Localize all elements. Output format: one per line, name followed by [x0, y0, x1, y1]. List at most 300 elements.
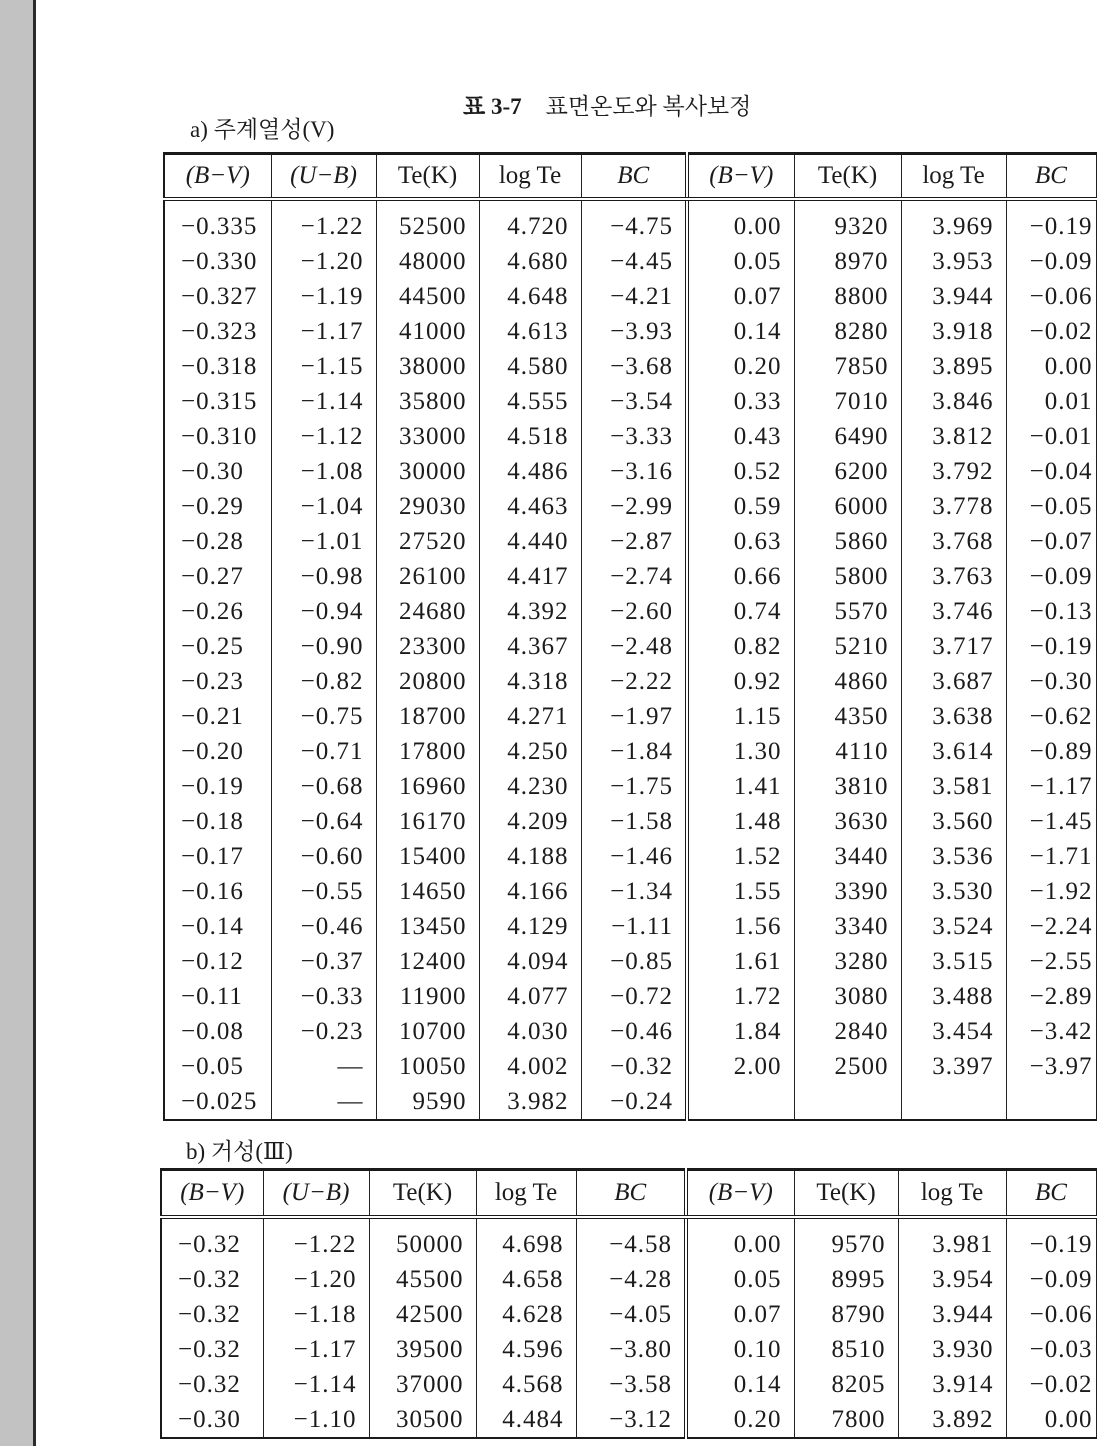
- log-te-cell-right: 3.792: [901, 454, 1006, 489]
- te-cell: 24680: [376, 594, 479, 629]
- te-cell-right: [794, 1084, 901, 1120]
- b-v-cell-right: 0.82: [687, 629, 794, 664]
- table-row: [164, 909, 1096, 944]
- bc-cell-right: −1.92: [1006, 874, 1096, 909]
- b-v-cell: −0.14: [164, 909, 271, 944]
- main-sequence-caption: a) 주계열성(V): [190, 117, 335, 142]
- b-v-cell: −0.16: [164, 874, 271, 909]
- b-v-cell: −0.323: [164, 314, 271, 349]
- log-te-cell-right: 3.454: [901, 1014, 1006, 1049]
- bc-cell: −2.87: [581, 524, 687, 559]
- b-v-cell-right: 0.92: [687, 664, 794, 699]
- te-cell: 35800: [376, 384, 479, 419]
- u-b-cell: −0.46: [271, 909, 376, 944]
- te-cell-right: 8280: [794, 314, 901, 349]
- te-cell: 10700: [376, 1014, 479, 1049]
- bc-cell: −1.97: [581, 699, 687, 734]
- te-cell: 52500: [376, 199, 479, 244]
- b-v-cell: −0.27: [164, 559, 271, 594]
- log-te-cell-right: 3.969: [901, 199, 1006, 244]
- header-te: Te(K): [369, 1170, 476, 1218]
- te-cell-right: 2500: [794, 1049, 901, 1084]
- te-cell: 18700: [376, 699, 479, 734]
- te-cell-right: 3280: [794, 944, 901, 979]
- giant-caption: b) 거성(Ⅲ): [186, 1139, 293, 1164]
- bc-cell-right: −0.04: [1006, 454, 1096, 489]
- b-v-cell-right: 0.05: [687, 244, 794, 279]
- header-row: [161, 1170, 1096, 1218]
- te-cell-right: 5800: [794, 559, 901, 594]
- bc-cell-right: −0.13: [1006, 594, 1096, 629]
- log-te-cell: 4.094: [479, 944, 581, 979]
- u-b-cell: −0.64: [271, 804, 376, 839]
- log-te-cell: 4.720: [479, 199, 581, 244]
- header-b-v: (B−V): [161, 1170, 263, 1218]
- b-v-cell: −0.11: [164, 979, 271, 1014]
- b-v-cell: −0.23: [164, 664, 271, 699]
- bc-cell: −3.16: [581, 454, 687, 489]
- b-v-cell: −0.32: [161, 1217, 263, 1262]
- te-cell: 29030: [376, 489, 479, 524]
- bc-cell: −2.60: [581, 594, 687, 629]
- te-cell: 33000: [376, 419, 479, 454]
- bc-cell: −3.54: [581, 384, 687, 419]
- log-te-cell: 4.568: [476, 1367, 576, 1402]
- b-v-cell-right: 0.00: [687, 199, 794, 244]
- u-b-cell: −1.12: [271, 419, 376, 454]
- bc-cell-right: −0.07: [1006, 524, 1096, 559]
- log-te-cell: 4.628: [476, 1297, 576, 1332]
- table-row: [164, 559, 1096, 594]
- te-cell-right: 5860: [794, 524, 901, 559]
- table-row: [164, 804, 1096, 839]
- b-v-cell-right: 0.33: [687, 384, 794, 419]
- bc-cell: −1.58: [581, 804, 687, 839]
- u-b-cell: −1.22: [271, 199, 376, 244]
- log-te-cell-right: 3.953: [901, 244, 1006, 279]
- log-te-cell-right: 3.981: [898, 1217, 1006, 1262]
- header-log-te: log Te: [476, 1170, 576, 1218]
- te-cell: 50000: [369, 1217, 476, 1262]
- header-bc-right: BC: [1006, 1170, 1096, 1218]
- u-b-cell: −1.14: [271, 384, 376, 419]
- bc-cell-right: −0.09: [1006, 244, 1096, 279]
- te-cell: 37000: [369, 1367, 476, 1402]
- te-cell-right: 3440: [794, 839, 901, 874]
- b-v-cell: −0.32: [161, 1262, 263, 1297]
- bc-cell: −3.33: [581, 419, 687, 454]
- b-v-cell-right: 1.41: [687, 769, 794, 804]
- header-b-v-right: (B−V): [686, 1170, 794, 1218]
- te-cell: 38000: [376, 349, 479, 384]
- log-te-cell-right: 3.768: [901, 524, 1006, 559]
- bc-cell-right: 0.01: [1006, 384, 1096, 419]
- u-b-cell: −0.71: [271, 734, 376, 769]
- u-b-cell: −1.20: [263, 1262, 369, 1297]
- te-cell-right: 8800: [794, 279, 901, 314]
- b-v-cell-right: 0.14: [687, 314, 794, 349]
- table-row: [164, 454, 1096, 489]
- header-log-te-right: log Te: [901, 154, 1006, 200]
- bc-cell-right: −0.06: [1006, 1297, 1096, 1332]
- bc-cell-right: −3.42: [1006, 1014, 1096, 1049]
- te-cell-right: 7010: [794, 384, 901, 419]
- te-cell: 11900: [376, 979, 479, 1014]
- bc-cell: −0.72: [581, 979, 687, 1014]
- bc-cell: −1.75: [581, 769, 687, 804]
- table-row: [164, 524, 1096, 559]
- bc-cell-right: −3.97: [1006, 1049, 1096, 1084]
- bc-cell-right: −0.02: [1006, 314, 1096, 349]
- u-b-cell: −0.94: [271, 594, 376, 629]
- te-cell: 45500: [369, 1262, 476, 1297]
- te-cell-right: 9320: [794, 199, 901, 244]
- b-v-cell: −0.20: [164, 734, 271, 769]
- u-b-cell: −1.18: [263, 1297, 369, 1332]
- u-b-cell: −1.10: [263, 1402, 369, 1438]
- table-number: 표 3-7: [463, 94, 522, 119]
- log-te-cell-right: 3.892: [898, 1402, 1006, 1438]
- table-row: [161, 1297, 1096, 1332]
- table-row: [164, 839, 1096, 874]
- log-te-cell: 4.518: [479, 419, 581, 454]
- bc-cell: −1.46: [581, 839, 687, 874]
- log-te-cell: 4.580: [479, 349, 581, 384]
- te-cell: 39500: [369, 1332, 476, 1367]
- bc-cell: −0.46: [581, 1014, 687, 1049]
- te-cell-right: 6200: [794, 454, 901, 489]
- b-v-cell-right: 2.00: [687, 1049, 794, 1084]
- bc-cell: −4.05: [576, 1297, 686, 1332]
- log-te-cell-right: 3.614: [901, 734, 1006, 769]
- table-row: [164, 699, 1096, 734]
- scan-margin: [0, 0, 33, 1446]
- bc-cell: −2.48: [581, 629, 687, 664]
- bc-cell: −4.21: [581, 279, 687, 314]
- b-v-cell: −0.25: [164, 629, 271, 664]
- b-v-cell: −0.310: [164, 419, 271, 454]
- b-v-cell-right: 1.56: [687, 909, 794, 944]
- b-v-cell: −0.17: [164, 839, 271, 874]
- log-te-cell: 4.658: [476, 1262, 576, 1297]
- te-cell: 23300: [376, 629, 479, 664]
- bc-cell-right: −0.06: [1006, 279, 1096, 314]
- log-te-cell-right: 3.895: [901, 349, 1006, 384]
- b-v-cell-right: 1.55: [687, 874, 794, 909]
- u-b-cell: −0.82: [271, 664, 376, 699]
- b-v-cell-right: 1.84: [687, 1014, 794, 1049]
- table-row: [161, 1402, 1096, 1438]
- table-row: [164, 629, 1096, 664]
- te-cell-right: 3390: [794, 874, 901, 909]
- log-te-cell: 4.698: [476, 1217, 576, 1262]
- te-cell-right: 8995: [794, 1262, 898, 1297]
- te-cell: 30000: [376, 454, 479, 489]
- u-b-cell: −1.08: [271, 454, 376, 489]
- b-v-cell: −0.025: [164, 1084, 271, 1120]
- te-cell-right: 4350: [794, 699, 901, 734]
- bc-cell: −2.22: [581, 664, 687, 699]
- table-row: [164, 1014, 1096, 1049]
- table-row: [161, 1367, 1096, 1402]
- header-bc: BC: [581, 154, 687, 200]
- table-title: [463, 94, 751, 120]
- b-v-cell-right: 1.52: [687, 839, 794, 874]
- u-b-cell: −1.20: [271, 244, 376, 279]
- bc-cell-right: −1.45: [1006, 804, 1096, 839]
- log-te-cell-right: 3.914: [898, 1367, 1006, 1402]
- b-v-cell: −0.32: [161, 1332, 263, 1367]
- bc-cell: −3.68: [581, 349, 687, 384]
- te-cell: 27520: [376, 524, 479, 559]
- header-bc: BC: [576, 1170, 686, 1218]
- b-v-cell: −0.28: [164, 524, 271, 559]
- u-b-cell: −0.23: [271, 1014, 376, 1049]
- log-te-cell: 4.129: [479, 909, 581, 944]
- header-u-b: (U−B): [263, 1170, 369, 1218]
- bc-cell: −0.85: [581, 944, 687, 979]
- table-row: [164, 419, 1096, 454]
- u-b-cell: —: [271, 1049, 376, 1084]
- b-v-cell: −0.21: [164, 699, 271, 734]
- log-te-cell: 4.002: [479, 1049, 581, 1084]
- table-title-text: 표면온도와 복사보정: [545, 94, 752, 119]
- te-cell-right: 3630: [794, 804, 901, 839]
- b-v-cell-right: 0.07: [687, 279, 794, 314]
- bc-cell: −4.45: [581, 244, 687, 279]
- te-cell: 16960: [376, 769, 479, 804]
- te-cell: 44500: [376, 279, 479, 314]
- te-cell-right: 7800: [794, 1402, 898, 1438]
- table-row: [164, 314, 1096, 349]
- b-v-cell: −0.29: [164, 489, 271, 524]
- te-cell: 17800: [376, 734, 479, 769]
- te-cell: 26100: [376, 559, 479, 594]
- b-v-cell: −0.18: [164, 804, 271, 839]
- log-te-cell: 4.209: [479, 804, 581, 839]
- bc-cell-right: −0.02: [1006, 1367, 1096, 1402]
- te-cell-right: 8970: [794, 244, 901, 279]
- b-v-cell: −0.32: [161, 1297, 263, 1332]
- b-v-cell-right: 0.43: [687, 419, 794, 454]
- table-row: [164, 769, 1096, 804]
- bc-cell: −4.58: [576, 1217, 686, 1262]
- b-v-cell-right: 1.48: [687, 804, 794, 839]
- bc-cell: −2.74: [581, 559, 687, 594]
- te-cell-right: 2840: [794, 1014, 901, 1049]
- te-cell: 13450: [376, 909, 479, 944]
- u-b-cell: −1.22: [263, 1217, 369, 1262]
- b-v-cell-right: 0.14: [686, 1367, 794, 1402]
- b-v-cell: −0.315: [164, 384, 271, 419]
- te-cell: 12400: [376, 944, 479, 979]
- b-v-cell-right: 0.74: [687, 594, 794, 629]
- log-te-cell: 4.484: [476, 1402, 576, 1438]
- bc-cell: −3.12: [576, 1402, 686, 1438]
- te-cell-right: 4110: [794, 734, 901, 769]
- log-te-cell-right: 3.397: [901, 1049, 1006, 1084]
- b-v-cell: −0.30: [164, 454, 271, 489]
- header-b-v-right: (B−V): [687, 154, 794, 200]
- te-cell-right: 5570: [794, 594, 901, 629]
- table-row: [161, 1332, 1096, 1367]
- bc-cell-right: −0.62: [1006, 699, 1096, 734]
- table-row: [164, 1084, 1096, 1120]
- te-cell: 15400: [376, 839, 479, 874]
- u-b-cell: −1.15: [271, 349, 376, 384]
- log-te-cell: 4.271: [479, 699, 581, 734]
- bc-cell-right: −0.30: [1006, 664, 1096, 699]
- log-te-cell-right: 3.778: [901, 489, 1006, 524]
- bc-cell-right: −2.55: [1006, 944, 1096, 979]
- log-te-cell-right: 3.524: [901, 909, 1006, 944]
- log-te-cell-right: 3.746: [901, 594, 1006, 629]
- log-te-cell: 4.417: [479, 559, 581, 594]
- bc-cell-right: −0.19: [1006, 629, 1096, 664]
- log-te-cell-right: 3.812: [901, 419, 1006, 454]
- b-v-cell-right: 0.10: [686, 1332, 794, 1367]
- b-v-cell-right: 1.15: [687, 699, 794, 734]
- bc-cell-right: −2.89: [1006, 979, 1096, 1014]
- table-row: [164, 279, 1096, 314]
- te-cell-right: 5210: [794, 629, 901, 664]
- b-v-cell: −0.318: [164, 349, 271, 384]
- log-te-cell: 4.680: [479, 244, 581, 279]
- b-v-cell-right: 1.30: [687, 734, 794, 769]
- giant-table: [160, 1168, 1097, 1439]
- bc-cell-right: −0.01: [1006, 419, 1096, 454]
- table-row: [164, 384, 1096, 419]
- b-v-cell-right: 0.07: [686, 1297, 794, 1332]
- log-te-cell-right: 3.560: [901, 804, 1006, 839]
- log-te-cell: 4.440: [479, 524, 581, 559]
- b-v-cell: −0.330: [164, 244, 271, 279]
- te-cell: 9590: [376, 1084, 479, 1120]
- log-te-cell-right: 3.536: [901, 839, 1006, 874]
- header-te: Te(K): [376, 154, 479, 200]
- te-cell: 48000: [376, 244, 479, 279]
- table-row: [164, 944, 1096, 979]
- b-v-cell-right: 0.66: [687, 559, 794, 594]
- log-te-cell: 4.648: [479, 279, 581, 314]
- bc-cell-right: −0.19: [1006, 1217, 1096, 1262]
- header-te-right: Te(K): [794, 154, 901, 200]
- binding-edge-line: [33, 0, 36, 1446]
- bc-cell-right: −0.03: [1006, 1332, 1096, 1367]
- table-row: [164, 1049, 1096, 1084]
- b-v-cell-right: 0.20: [687, 349, 794, 384]
- te-cell-right: 8790: [794, 1297, 898, 1332]
- table-row: [164, 734, 1096, 769]
- bc-cell-right: 0.00: [1006, 1402, 1096, 1438]
- u-b-cell: −1.17: [271, 314, 376, 349]
- main-sequence-table: [163, 152, 1097, 1121]
- log-te-cell: 4.077: [479, 979, 581, 1014]
- bc-cell-right: −0.05: [1006, 489, 1096, 524]
- log-te-cell: 4.596: [476, 1332, 576, 1367]
- log-te-cell-right: 3.918: [901, 314, 1006, 349]
- bc-cell: −1.11: [581, 909, 687, 944]
- te-cell-right: 6490: [794, 419, 901, 454]
- u-b-cell: −0.98: [271, 559, 376, 594]
- u-b-cell: −0.60: [271, 839, 376, 874]
- b-v-cell-right: 0.59: [687, 489, 794, 524]
- log-te-cell: 4.392: [479, 594, 581, 629]
- bc-cell: −4.28: [576, 1262, 686, 1297]
- bc-cell-right: −0.89: [1006, 734, 1096, 769]
- b-v-cell: −0.32: [161, 1367, 263, 1402]
- table-row: [161, 1262, 1096, 1297]
- table-row: [164, 199, 1096, 244]
- te-cell: 10050: [376, 1049, 479, 1084]
- log-te-cell: 4.030: [479, 1014, 581, 1049]
- header-te-right: Te(K): [794, 1170, 898, 1218]
- log-te-cell-right: 3.763: [901, 559, 1006, 594]
- bc-cell: −4.75: [581, 199, 687, 244]
- te-cell-right: 7850: [794, 349, 901, 384]
- b-v-cell: −0.30: [161, 1402, 263, 1438]
- table-row: [164, 349, 1096, 384]
- header-u-b: (U−B): [271, 154, 376, 200]
- log-te-cell-right: 3.515: [901, 944, 1006, 979]
- log-te-cell-right: 3.638: [901, 699, 1006, 734]
- b-v-cell-right: 1.72: [687, 979, 794, 1014]
- log-te-cell-right: 3.687: [901, 664, 1006, 699]
- b-v-cell: −0.327: [164, 279, 271, 314]
- bc-cell-right: −1.17: [1006, 769, 1096, 804]
- header-log-te: log Te: [479, 154, 581, 200]
- log-te-cell: 4.318: [479, 664, 581, 699]
- table-row: [161, 1217, 1096, 1262]
- te-cell: 30500: [369, 1402, 476, 1438]
- u-b-cell: −1.19: [271, 279, 376, 314]
- log-te-cell: 4.166: [479, 874, 581, 909]
- u-b-cell: −0.68: [271, 769, 376, 804]
- te-cell-right: 9570: [794, 1217, 898, 1262]
- b-v-cell-right: 1.61: [687, 944, 794, 979]
- log-te-cell-right: [901, 1084, 1006, 1120]
- te-cell: 16170: [376, 804, 479, 839]
- log-te-cell: 3.982: [479, 1084, 581, 1120]
- table-row: [164, 244, 1096, 279]
- header-b-v: (B−V): [164, 154, 271, 200]
- table-row: [164, 874, 1096, 909]
- te-cell-right: 6000: [794, 489, 901, 524]
- b-v-cell-right: 0.05: [686, 1262, 794, 1297]
- table-row: [164, 664, 1096, 699]
- b-v-cell-right: 0.63: [687, 524, 794, 559]
- log-te-cell-right: 3.581: [901, 769, 1006, 804]
- b-v-cell-right: 0.52: [687, 454, 794, 489]
- header-bc-right: BC: [1006, 154, 1096, 200]
- log-te-cell: 4.555: [479, 384, 581, 419]
- log-te-cell: 4.367: [479, 629, 581, 664]
- bc-cell-right: −0.19: [1006, 199, 1096, 244]
- log-te-cell: 4.463: [479, 489, 581, 524]
- log-te-cell-right: 3.930: [898, 1332, 1006, 1367]
- log-te-cell-right: 3.717: [901, 629, 1006, 664]
- log-te-cell-right: 3.944: [901, 279, 1006, 314]
- log-te-cell-right: 3.954: [898, 1262, 1006, 1297]
- bc-cell: −2.99: [581, 489, 687, 524]
- te-cell-right: 3080: [794, 979, 901, 1014]
- u-b-cell: −1.14: [263, 1367, 369, 1402]
- table-row: [164, 594, 1096, 629]
- te-cell: 14650: [376, 874, 479, 909]
- log-te-cell: 4.188: [479, 839, 581, 874]
- bc-cell-right: −0.09: [1006, 1262, 1096, 1297]
- log-te-cell-right: 3.530: [901, 874, 1006, 909]
